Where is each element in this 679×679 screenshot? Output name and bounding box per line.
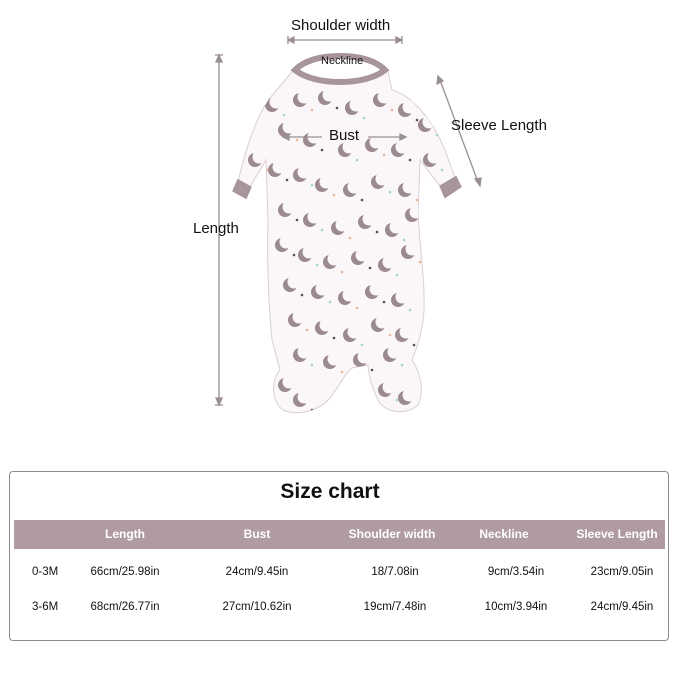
star-print [389, 191, 392, 194]
moon-print-cutout [323, 89, 336, 102]
star-print [301, 294, 304, 297]
moon-print-cutout [320, 319, 333, 332]
neckline-label: Neckline [321, 55, 364, 67]
length-cell: 68cm/26.77in [90, 601, 160, 613]
moon-print-cutout [396, 291, 409, 304]
moon-print-cutout [303, 246, 316, 259]
left-cuff-trim [236, 183, 248, 195]
moon-print-cutout [410, 206, 423, 219]
moon-print-cutout [298, 391, 311, 404]
moon-print-cutout [298, 166, 311, 179]
table-row [14, 562, 665, 582]
bust-label: Bust [329, 127, 360, 144]
moon-print-cutout [403, 389, 416, 402]
moon-print-cutout [403, 181, 416, 194]
moon-print-cutout [298, 91, 311, 104]
star-print [341, 271, 344, 274]
moon-print-cutout [383, 256, 396, 269]
moon-print-cutout [348, 326, 361, 339]
star-print [416, 199, 419, 202]
moon-print-cutout [280, 236, 293, 249]
size-cell: 0-3M [32, 566, 59, 578]
bust-cell: 24cm/9.45in [225, 566, 289, 578]
star-print [383, 301, 386, 304]
moon-print-cutout [316, 283, 329, 296]
star-print [333, 194, 336, 197]
moon-print-cutout [390, 221, 403, 234]
star-print [283, 114, 286, 117]
star-print [356, 307, 359, 310]
moon-print-cutout [423, 116, 436, 129]
length-cell: 66cm/25.98in [90, 566, 160, 578]
star-print [293, 254, 296, 257]
sleeve-cell: 23cm/9.05in [590, 566, 654, 578]
moon-print-cutout [320, 176, 333, 189]
star-print [321, 149, 324, 152]
moon-print-cutout [308, 211, 321, 224]
header-shoulder-width: Shoulder width [348, 527, 436, 541]
moon-print-cutout [253, 151, 266, 164]
moon-print-cutout [328, 253, 341, 266]
header-bust: Bust [243, 527, 271, 541]
star-print [409, 309, 412, 312]
star-print [361, 344, 364, 347]
star-print [396, 399, 399, 402]
star-print [389, 334, 392, 337]
star-print [409, 159, 412, 162]
header-length: Length [105, 527, 145, 541]
star-print [383, 154, 386, 157]
moon-print-cutout [396, 141, 409, 154]
star-print [396, 274, 399, 277]
moon-print-cutout [428, 151, 441, 164]
sleeve-cell: 24cm/9.45in [590, 601, 654, 613]
moon-print-cutout [370, 283, 383, 296]
moon-print-cutout [350, 99, 363, 112]
star-print [329, 301, 332, 304]
star-print [311, 364, 314, 367]
star-print [369, 267, 372, 270]
star-print [296, 139, 299, 142]
moon-print-cutout [376, 173, 389, 186]
moon-print-cutout [336, 219, 349, 232]
moon-print-cutout [363, 213, 376, 226]
moon-print-cutout [283, 201, 296, 214]
table-row [14, 597, 665, 617]
star-print [311, 109, 314, 112]
neckline-cell: 9cm/3.54in [487, 566, 545, 578]
star-print [441, 169, 444, 172]
moon-print-cutout [288, 276, 301, 289]
star-print [286, 179, 289, 182]
neckline-cell: 10cm/3.94in [484, 601, 548, 613]
length-label: Length [193, 220, 239, 237]
moon-print-cutout [328, 353, 341, 366]
star-print [416, 119, 419, 122]
moon-print-cutout [270, 96, 283, 109]
moon-print-cutout [400, 326, 413, 339]
star-print [296, 219, 299, 222]
moon-print-cutout [388, 346, 401, 359]
shoulder-width-label: Shoulder width [291, 17, 391, 34]
star-print [413, 344, 416, 347]
star-print [363, 117, 366, 120]
sleeve-length-label: Sleeve Length [451, 117, 547, 134]
star-print [371, 369, 374, 372]
star-print [306, 329, 309, 332]
moon-print-cutout [358, 351, 371, 364]
star-print [321, 229, 324, 232]
star-print [311, 184, 314, 187]
star-print [336, 107, 339, 110]
shoulder-cell: 19cm/7.48in [363, 601, 427, 613]
moon-print-cutout [356, 249, 369, 262]
star-print [403, 239, 406, 242]
star-print [391, 109, 394, 112]
star-print [376, 231, 379, 234]
star-print [419, 261, 422, 264]
star-print [361, 199, 364, 202]
bust-cell: 27cm/10.62in [222, 601, 292, 613]
size-chart [9, 471, 669, 641]
size-chart-header [14, 520, 665, 549]
star-print [423, 224, 426, 227]
shoulder-cell: 18/7.08in [371, 566, 419, 578]
moon-print-cutout [406, 243, 419, 256]
star-print [349, 237, 352, 240]
moon-print-cutout [293, 311, 306, 324]
star-print [333, 337, 336, 340]
header-sleeve-length: Sleeve Length [576, 527, 658, 541]
moon-print-cutout [376, 316, 389, 329]
header-neckline: Neckline [479, 527, 529, 541]
moon-print-cutout [343, 289, 356, 302]
moon-print-cutout [348, 181, 361, 194]
moon-print-cutout [273, 161, 286, 174]
size-chart-title: Size chart [280, 480, 380, 503]
star-print [341, 371, 344, 374]
star-print [356, 159, 359, 162]
star-print [401, 364, 404, 367]
moon-print-cutout [383, 381, 396, 394]
moon-print-cutout [298, 346, 311, 359]
moon-print-cutout [283, 376, 296, 389]
moon-print-cutout [378, 91, 391, 104]
size-cell: 3-6M [32, 601, 59, 613]
moon-print-cutout [283, 121, 296, 134]
star-print [316, 264, 319, 267]
